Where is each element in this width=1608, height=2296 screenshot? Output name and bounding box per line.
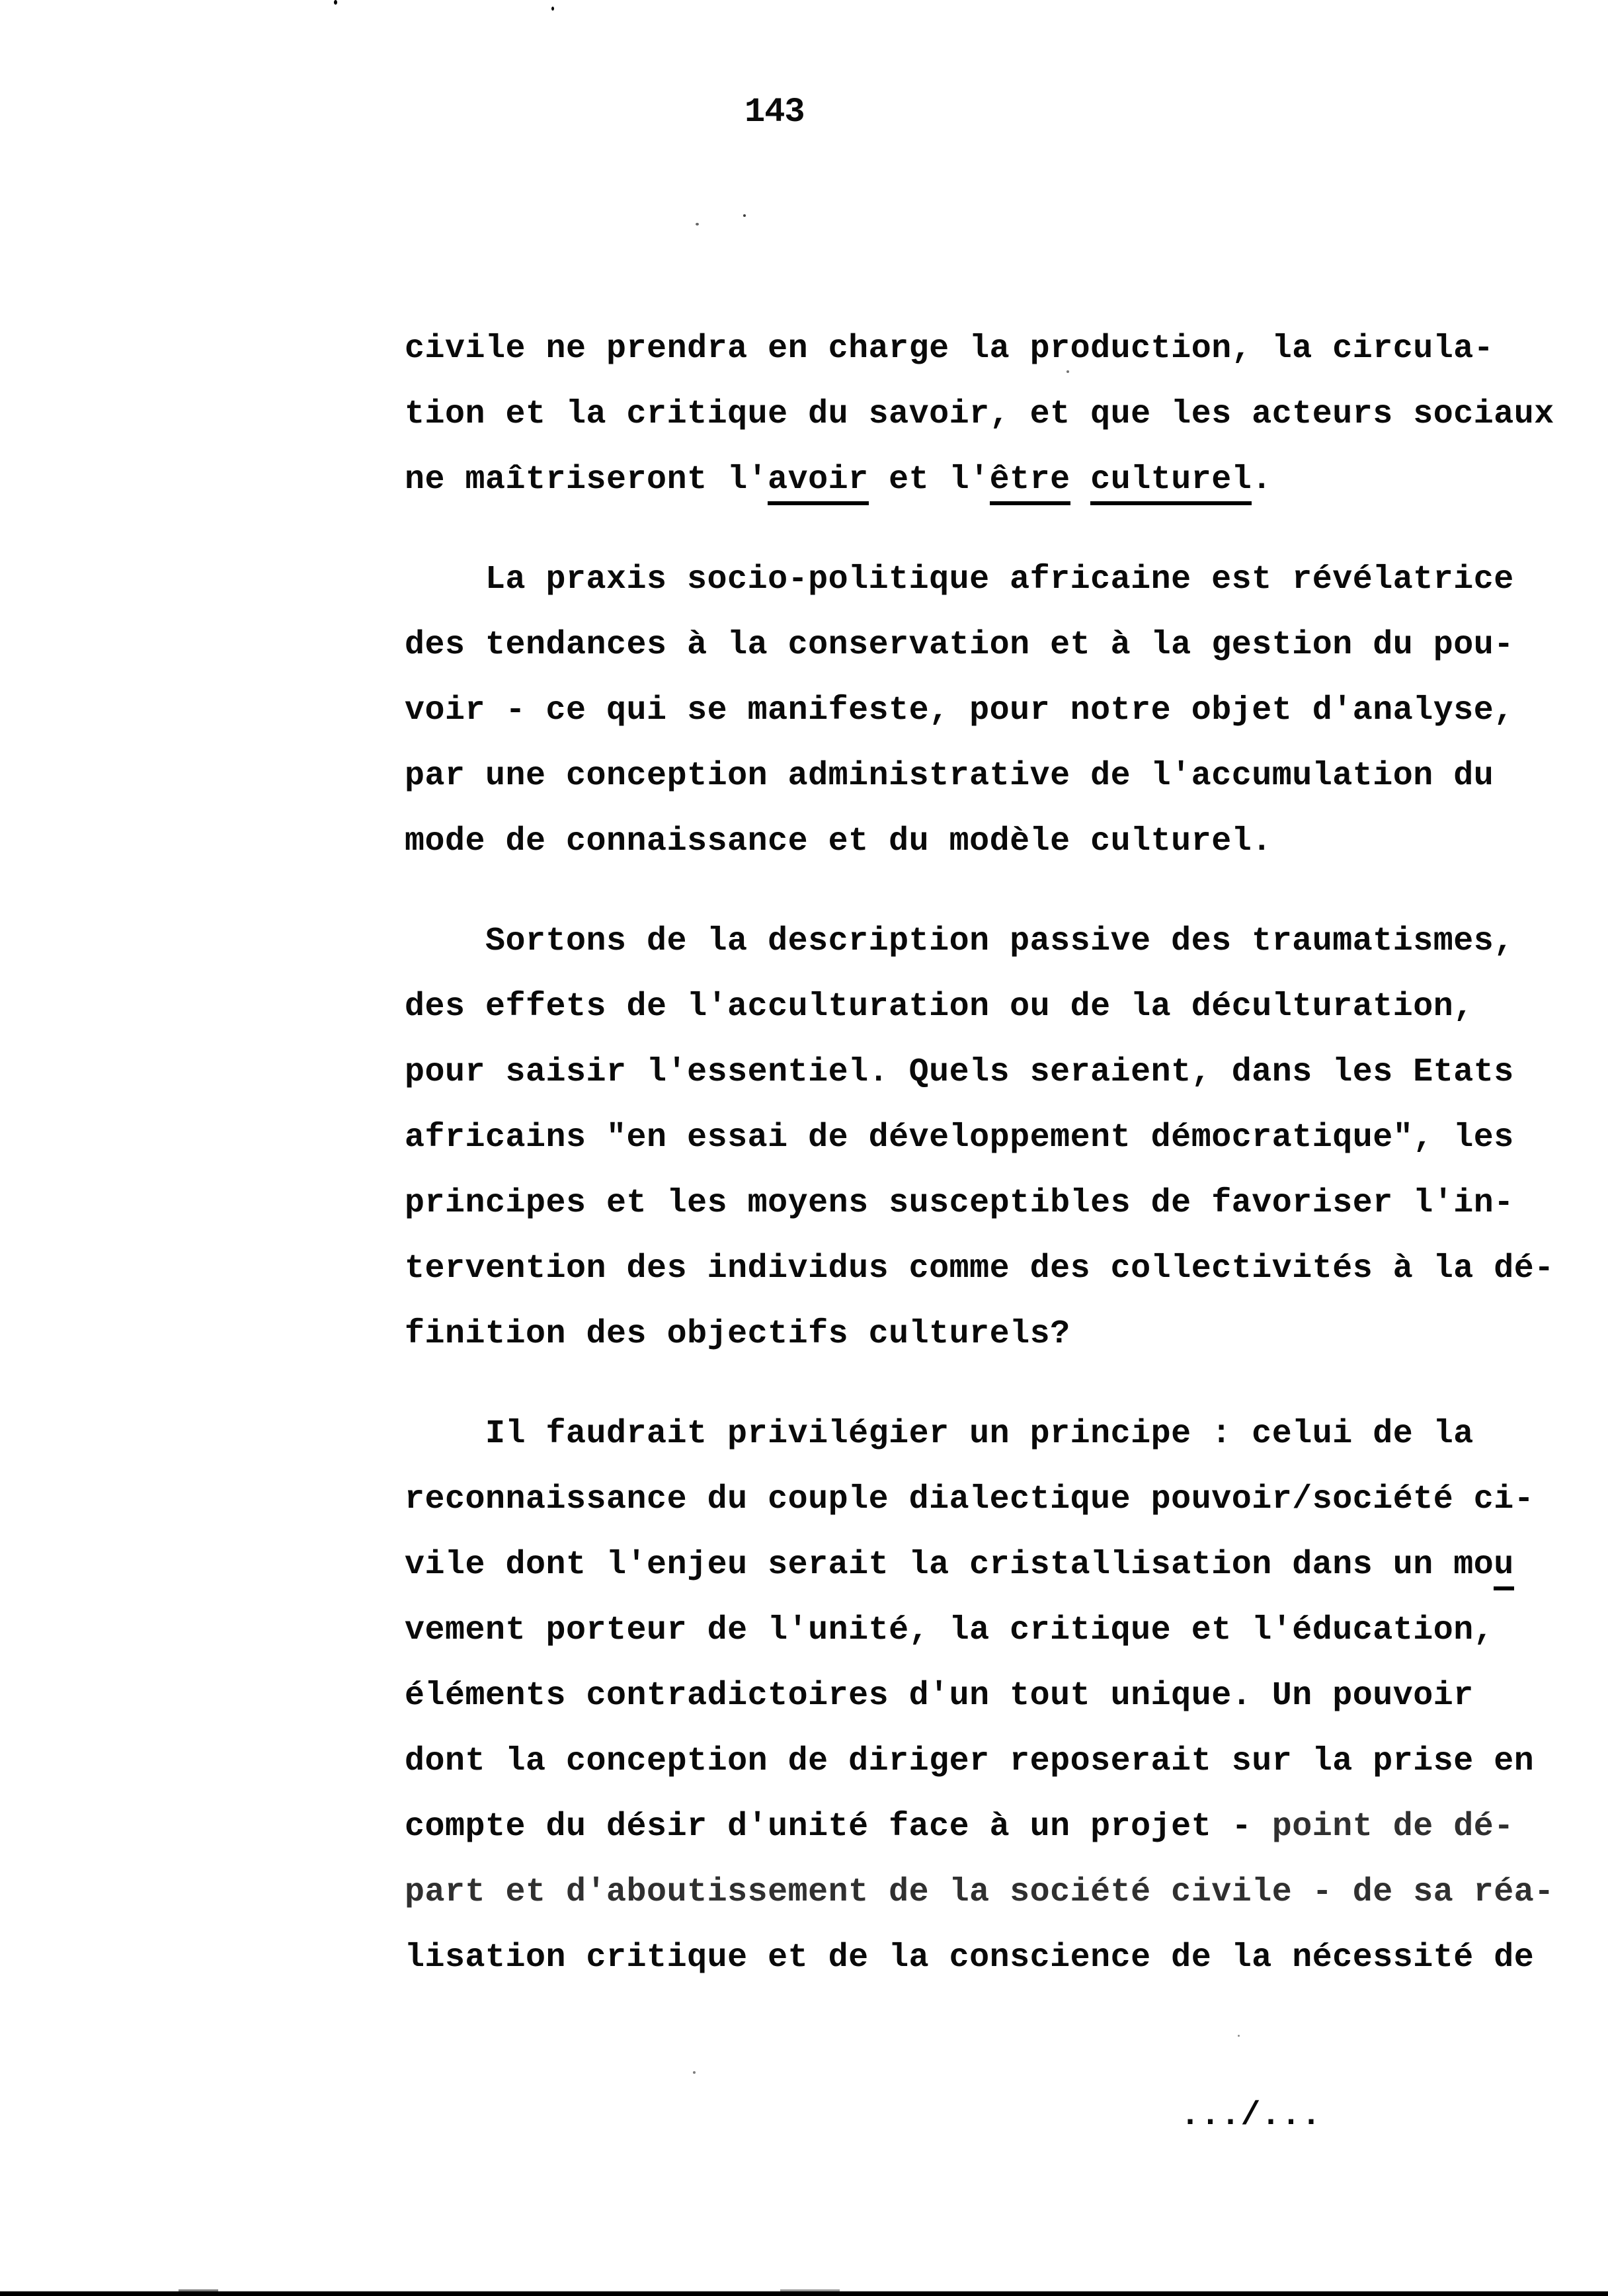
text-segment: compte du désir d'unité face à un projet - <box>405 1808 1272 1846</box>
text-line <box>405 743 1588 809</box>
scan-speck <box>743 214 746 217</box>
text-line <box>405 612 1588 678</box>
text-line <box>405 1860 1588 1925</box>
text-line <box>405 909 1588 974</box>
text-segment: Sortons de la description passive des traumatismes, <box>485 922 1514 960</box>
page-number: 143 <box>744 93 805 132</box>
text-line <box>405 1170 1588 1236</box>
text-segment: vement porteur de l'unité, la critique et l'éducation, <box>405 1612 1494 1649</box>
text-segment: reconnaissance du couple dialectique pouvoir/société ci- <box>405 1481 1535 1518</box>
scan-speck <box>334 0 337 5</box>
text-line <box>405 1598 1588 1663</box>
text-line <box>405 1467 1588 1532</box>
text-line <box>405 678 1588 743</box>
text-segment: mode de connaissance et du modèle culturel. <box>405 823 1272 860</box>
scan-speck <box>551 7 554 11</box>
paragraph <box>405 316 1588 512</box>
text-segment: vile dont l'enjeu serait la cristallisation dans un mo <box>405 1546 1494 1584</box>
faded-text: part et d'aboutissement de la société civile - de sa réa- <box>405 1873 1554 1911</box>
body-text <box>405 316 1588 1990</box>
text-segment: tervention des individus comme des collectivités à la dé- <box>405 1250 1554 1288</box>
text-line <box>405 1236 1588 1301</box>
text-line <box>405 1301 1588 1367</box>
text-line <box>405 1729 1588 1794</box>
underlined-text: avoir <box>768 461 869 505</box>
text-segment <box>1070 461 1091 499</box>
scan-edge-artifact <box>0 2291 1608 2296</box>
text-segment: . <box>1252 461 1272 499</box>
text-segment: des effets de l'acculturation ou de la déculturation, <box>405 988 1474 1026</box>
text-segment: La praxis socio-politique africaine est révélatrice <box>485 561 1514 598</box>
text-segment: par une conception administrative de l'accumulation du <box>405 757 1494 795</box>
text-line <box>405 447 1588 512</box>
paragraph <box>405 547 1588 874</box>
underlined-text: u <box>1494 1546 1514 1590</box>
text-segment: Il faudrait privilégier un principe : celui de la <box>485 1415 1474 1453</box>
text-segment: civile ne prendra en charge la production, la circula- <box>405 330 1494 368</box>
text-segment: pour saisir l'essentiel. Quels seraient, dans les Etats <box>405 1053 1514 1091</box>
underlined-text: être <box>990 461 1070 505</box>
text-line <box>405 382 1588 447</box>
text-line <box>405 1105 1588 1170</box>
faded-text: point de dé- <box>1271 1808 1514 1846</box>
paragraph <box>405 1401 1588 1990</box>
text-segment: dont la conception de diriger reposerait sur la prise en <box>405 1742 1535 1780</box>
text-line <box>405 1925 1588 1990</box>
text-segment: tion et la critique du savoir, et que les acteurs sociaux <box>405 395 1554 433</box>
text-segment: et l' <box>868 461 990 499</box>
text-line <box>405 1040 1588 1105</box>
underlined-text: culturel <box>1090 461 1252 505</box>
continuation-mark: .../... <box>1180 2097 1322 2135</box>
scan-speck <box>1238 2035 1240 2037</box>
paragraph <box>405 909 1588 1367</box>
scan-speck <box>696 223 699 226</box>
text-line <box>405 809 1588 874</box>
scan-speck <box>693 2071 696 2074</box>
text-line <box>405 316 1588 382</box>
scan-speck <box>1066 370 1069 373</box>
text-line <box>405 547 1588 612</box>
text-line <box>405 974 1588 1040</box>
text-segment: africains "en essai de développement démocratique", les <box>405 1119 1514 1157</box>
text-line <box>405 1663 1588 1729</box>
text-line <box>405 1794 1588 1860</box>
text-segment: principes et les moyens susceptibles de favoriser l'in- <box>405 1184 1514 1222</box>
text-segment: éléments contradictoires d'un tout unique. Un pouvoir <box>405 1677 1474 1715</box>
text-line <box>405 1532 1588 1598</box>
text-segment: voir - ce qui se manifeste, pour notre objet d'analyse, <box>405 692 1514 729</box>
text-segment: finition des objectifs culturels? <box>405 1315 1070 1353</box>
text-segment: lisation critique et de la conscience de la nécessité de <box>405 1939 1535 1977</box>
text-segment: des tendances à la conservation et à la gestion du pou- <box>405 626 1514 664</box>
text-segment: ne maîtriseront l' <box>405 461 768 499</box>
text-line <box>405 1401 1588 1467</box>
